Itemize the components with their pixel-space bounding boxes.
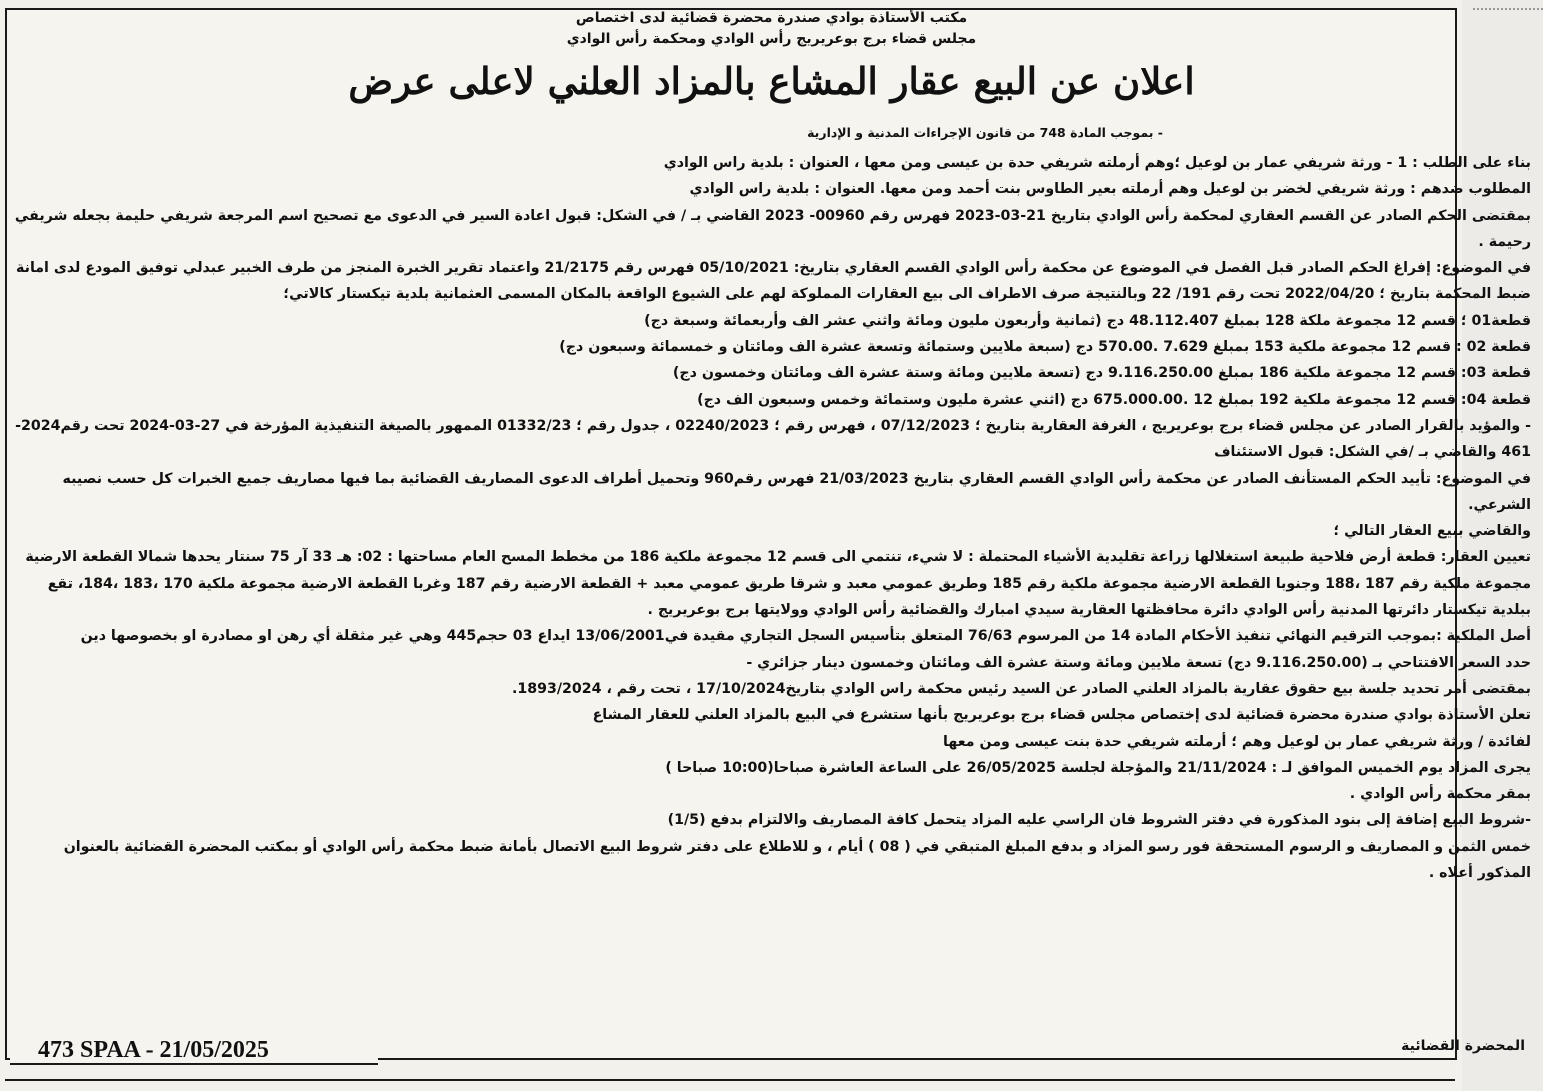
parcel-03: قطعة 03: قسم 12 مجموعة ملكية 186 بمبلغ 9.116.250.00 دج (تسعة ملايين ومائة وستة عشرة الف ومائتان وخمسون دج) — [672, 365, 1531, 382]
legal-basis: - بموجب المادة 748 من قانون الإجراءات المدنية و الإدارية — [807, 125, 1163, 140]
office-line: مكتب الأستاذة بوادي صندرة محضرة قضائية لدى اختصاص — [575, 10, 968, 26]
parcel-04: قطعة 04: قسم 12 مجموعة ملكية 192 بمبلغ 12 .675.000.00 دج (اثني عشرة مليون وستمائة وخمس وسبعون الف دج) — [697, 391, 1531, 408]
property-description: تعيين العقار: قطعة أرض فلاحية طبيعة استغلالها زراعة تقليدية الأشياء المحتملة : لا شيء، تنتمي الى قسم 12 مجموعة ملكية 186 من مخطط المسح العام مساحتها : 02: هـ 33 آر 75 سنتار يحدها شمالا القطعة الارضية مجموعة ملكية رقم 187 ،188 وجنوبا القطعة الارضية مجموعة ملكية رقم 185 وطريق عمومي معبد و شرقا طريق عمومي معبد + القطعة الارضية رقم 187 وغربا القطعة الارضية مجموعة ملكية 170 ،183 ،184، تقع ببلدية تيكستار دائرتها المدنية رأس الوادي دائرة محافظتها العقارية سيدي امبارك والقضائية رأس الوادي وولايتها برج بوعريريج . — [25, 549, 1531, 619]
parcel-01: قطعة01 ؛ قسم 12 مجموعة ملكة 128 بمبلغ 48.112.407 دج (ثمانية وأربعون مليون ومائة واثني عشر الف وأربعمائة وسبعة دج) — [644, 312, 1531, 329]
subject-paragraph: في الموضوع: إفراغ الحكم الصادر قبل الفصل في الموضوع عن محكمة رأس الوادي القسم العقاري بتاريخ: 05/10/2021 فهرس رقم 21/2175 واعتماد تقرير الخبرة المنجز من طرف الخبير عبدلي توفيق المودع لدى امانة ضبط المحكمة بتاريخ ؛ 2022/04/20 تحت رقم 191/ 22 وبالنتيجة صرف الاطراف الى بيع العقارات المملوكة لهم على الشيوع الواقعة بالمكان المسمى العثمانية بلدية تيكستار كالاتي؛ — [16, 260, 1531, 303]
requester-line: بناء على الطلب : 1 - ورثة شريفي عمار بن لوعيل ؛وهم أرملته شريفي حدة بن عيسى ومن معها ، العنوان : بلدية راس الوادي — [663, 155, 1531, 171]
judgment-line: بمقتضى الحكم الصادر عن القسم العقاري لمحكمة رأس الوادي بتاريخ 21-03-2023 فهرس رقم 00960- 2023 القاضي بـ / في الشكل: قبول اعادة السير في الدعوى مع تصحيح اسم المرجعة شريفي حليمة بجعله شريفي رحيمة . — [14, 207, 1531, 250]
jurisdiction-line: مجلس قضاء برج بوعريريج رأس الوادي ومحكمة رأس الوادي — [566, 31, 977, 47]
payment-terms: خمس الثمن و المصاريف و الرسوم المستحقة فور رسو المزاد و بدفع المبلغ المتبقي في ( 08 ) أيام ، و للاطلاع على دفتر شروط البيع الاتصال بأمانة ضبط محكمة رأس الوادي أو بمكتب المحضرة القضائية بالعنوان المذكور أعلاه . — [63, 838, 1531, 882]
bailiff-announcement: تعلن الأستاذة بوادي صندرة محضرة قضائية لدى إختصاص مجلس قضاء برج بوعريريج بأنها ستشرع في البيع بالمزاد العلني للعقار المشاع — [592, 707, 1531, 724]
publication-stamp: 473 SPAA - 21/05/2025 — [10, 1037, 378, 1065]
appeal-decision: - والمؤيد بالقرار الصادر عن مجلس قضاء برج بوعريريج ، الغرفة العقارية بتاريخ ؛ 07/12/2023 ، فهرس رقم ؛ 02240/2023 ، جدول رقم ؛ 01332/23 الممهور بالصيغة التنفيذية المؤرخة في 27-03-2024 تحت رقم2024-461 والقاضي بـ /في الشكل: قبول الاستئناف — [15, 417, 1531, 461]
announcement-header — [0, 8, 1543, 106]
signature: المحضرة القضائية — [1401, 1038, 1525, 1054]
parcel-02: قطعة 02 : قسم 12 مجموعة ملكية 153 بمبلغ 7.629 .570.00 دج (سبعة ملايين وستمائة وتسعة عشرة الف ومائتان و خمسمائة وسبعون دج) — [559, 339, 1531, 356]
auction-date: يجرى المزاد يوم الخميس الموافق لـ : 21/11/2024 والمؤجلة لجلسة 26/05/2025 على الساعة العاشرة صباحا(10:00 صباحا ) — [665, 759, 1531, 776]
appeal-subject: في الموضوع: تأييد الحكم المستأنف الصادر عن محكمة رأس الوادي القسم العقاري بتاريخ 21/03/2023 فهرس رقم960 وتحميل أطراف الدعوى المصاريف القضائية بما فيها مصاريف جميع الخبرات كل حسب نصيبه الشرعي. — [62, 470, 1531, 513]
next-ad-border — [5, 1079, 1455, 1081]
beneficiary-line: لفائدة / ورثة شريفي عمار بن لوعيل وهم ؛ أرملته شريفي حدة بنت عيسى ومن معها — [943, 733, 1531, 750]
announcement-title: اعلان عن البيع عقار المشاع بالمزاد العلني لاعلى عرض — [348, 59, 1195, 103]
announcement-body — [12, 150, 1531, 886]
sale-conditions: -شروط البيع إضافة إلى بنود المذكورة في دفتر الشروط فان الراسي عليه المزاد يتحمل كافة المصاريف والالتزام بدفع (1/5) — [667, 812, 1531, 829]
session-order: بمقتضى أمر تحديد جلسة بيع حقوق عقارية بالمزاد العلني الصادر عن السيد رئيس محكمة راس الوادي بتاريخ17/10/2024 ، تحت رقم ، 1893/2024. — [511, 680, 1531, 697]
opening-price: حدد السعر الافتتاحي بـ (9.116.250.00 دج) تسعة ملايين ومائة وستة عشرة الف ومائتان وخمسون دينار جزائري - — [746, 654, 1531, 671]
auction-venue: بمقر محكمة رأس الوادي . — [1349, 786, 1531, 803]
ownership-origin: أصل الملكية :بموجب الترقيم النهائي تنفيذ الأحكام المادة 14 من المرسوم 76/63 المتعلق بتأسيس السجل التجاري مقيدة في13/06/2001 ايداع 03 حجم445 وهي غير مثقلة أي رهن او مصادرة او بخصوصها دين — [80, 628, 1531, 645]
sale-order-line: والقاضي ببيع العقار التالي ؛ — [1333, 523, 1531, 540]
respondents-line: المطلوب ضدهم : ورثة شريفي لخضر بن لوعيل وهم أرملته بعير الطاوس بنت أحمد ومن معها. العنوان : بلدية راس الوادي — [689, 181, 1531, 198]
